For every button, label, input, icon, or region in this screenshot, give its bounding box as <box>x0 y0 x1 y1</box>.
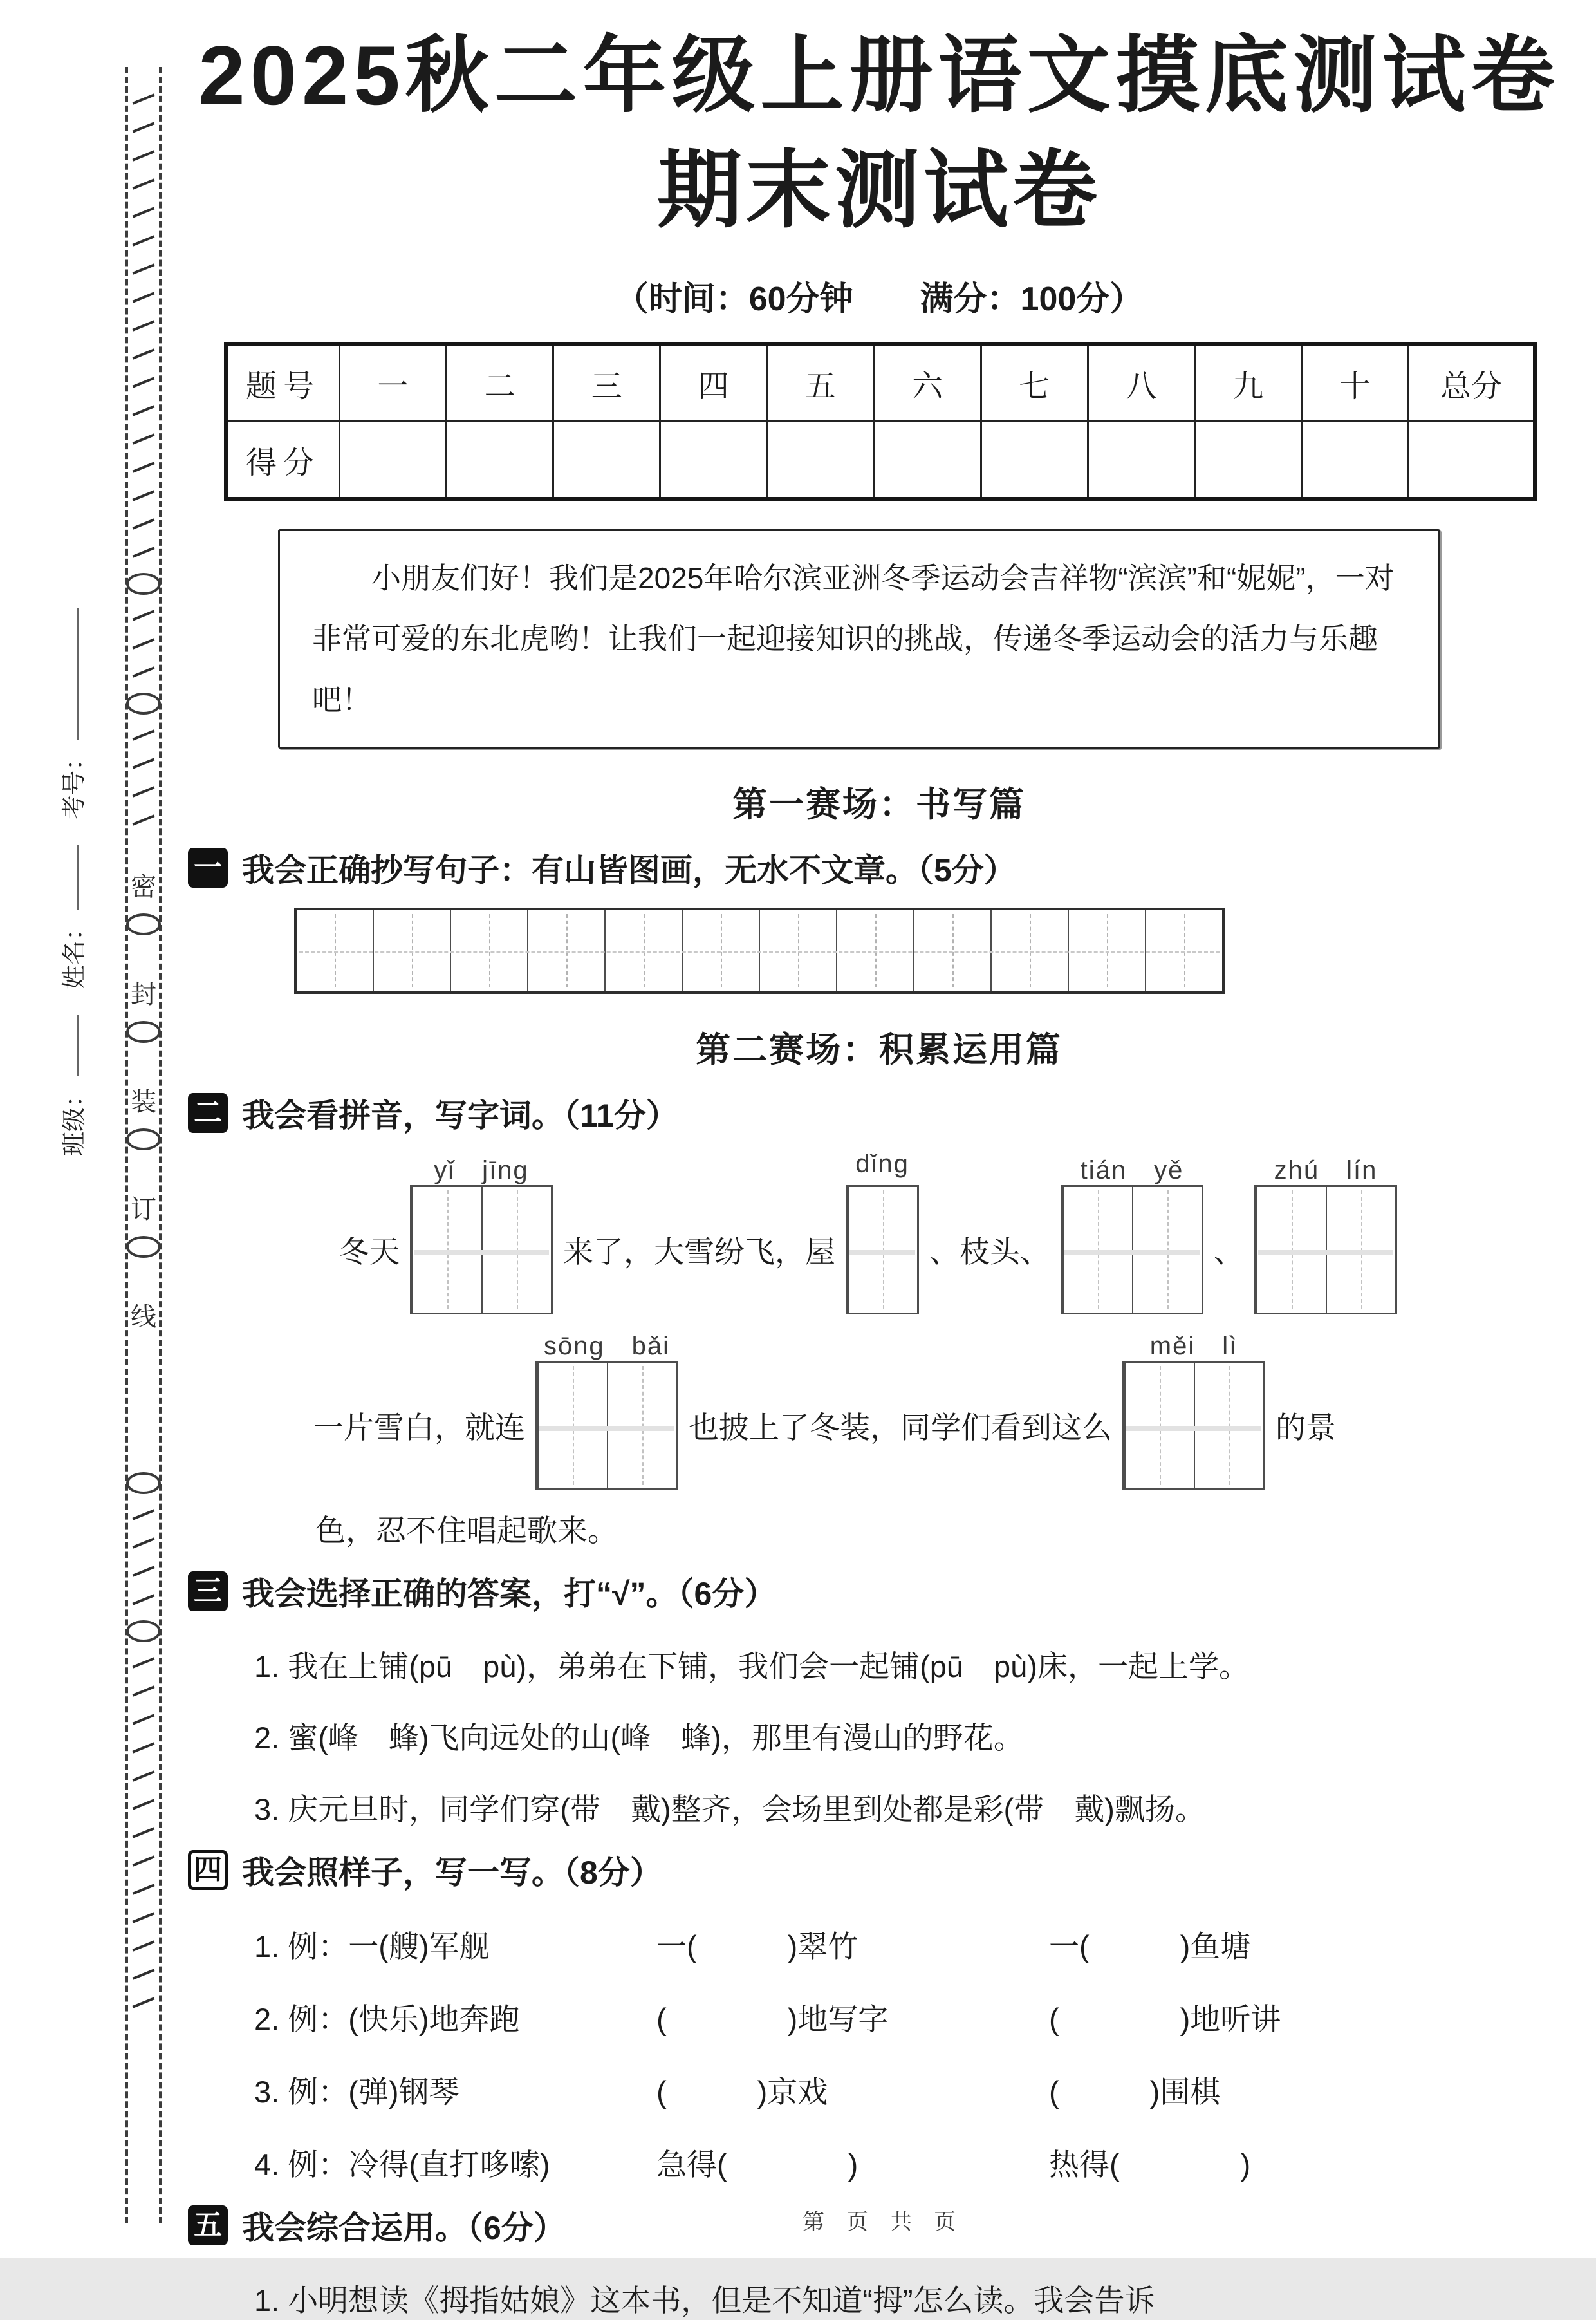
score-column-header: 七 <box>981 344 1088 422</box>
slash-mark <box>133 518 155 529</box>
slash-mark <box>133 1997 155 2008</box>
pinyin-answer-boxes <box>535 1332 678 1490</box>
slash-mark <box>133 729 155 740</box>
question-item: 2. 蜜(峰 蜂)飞向远处的山(峰 蜂)，那里有漫山的野花。 <box>254 1721 1024 1755</box>
q5-text: 我会综合运用。（6分） <box>242 2210 566 2247</box>
copy-cell <box>373 910 450 991</box>
slash-mark <box>133 263 155 274</box>
slash-mark <box>133 1742 155 1753</box>
slash-mark <box>133 1594 155 1605</box>
copy-cell <box>990 910 1068 991</box>
slash-mark <box>133 433 155 444</box>
answer-box-cell <box>848 1187 917 1313</box>
seal-char: 装 <box>131 1088 156 1116</box>
copy-cell <box>527 910 604 991</box>
slash-mark <box>133 1566 155 1576</box>
pinyin-answer-boxes <box>410 1156 553 1314</box>
q1-header <box>188 845 1570 891</box>
page-footer: 第 页 共 页 <box>803 2210 956 2234</box>
copy-cell <box>836 910 913 991</box>
pinyin-label: sōng bǎi <box>543 1332 671 1361</box>
copy-cell <box>297 910 373 991</box>
answer-box-cell <box>412 1187 481 1313</box>
seal-char: 线 <box>131 1303 156 1331</box>
fill-blank-cell: 2. 例：(快乐)地奔跑 <box>254 2002 520 2037</box>
q4-rows <box>188 1923 1570 2184</box>
score-row-titles <box>226 344 1535 422</box>
slash-mark <box>133 490 155 501</box>
seal-char: 订 <box>131 1195 156 1224</box>
slash-mark <box>133 758 155 769</box>
page-title: 2025秋二年级上册语文摸底测试卷 <box>198 28 1560 122</box>
q5-items <box>188 2277 1570 2320</box>
q2-pinyin-row-1 <box>339 1150 1570 1314</box>
slash-mark <box>133 235 155 246</box>
slash-mark <box>133 814 155 825</box>
margin-label: 姓名： <box>61 915 88 989</box>
sentence-text: 、 <box>1214 1235 1244 1269</box>
sentence-text: 的景 <box>1276 1410 1336 1445</box>
slash-mark <box>133 1799 155 1810</box>
question-item: 1. 我在上铺(pū pù)，弟弟在下铺，我们会一起铺(pū pù)床，一起上学。 <box>254 1649 1249 1684</box>
slash-mark <box>133 207 155 218</box>
score-cell-empty <box>1409 422 1536 500</box>
score-column-header: 二 <box>447 344 553 422</box>
answer-box-cell <box>1256 1187 1326 1313</box>
answer-box-cell <box>481 1187 551 1313</box>
score-row-values <box>226 422 1535 500</box>
slash-mark <box>133 1770 155 1781</box>
slash-mark <box>133 638 155 649</box>
score-cell-empty <box>1194 422 1301 500</box>
slash-mark <box>133 1940 155 1951</box>
fill-blank-cell: ( )京戏 <box>656 2075 828 2110</box>
copy-cell <box>1068 910 1145 991</box>
pinyin-label: tián yě <box>1080 1156 1184 1185</box>
q2-text: 我会看拼音，写字词。（11分） <box>242 1098 678 1134</box>
q3-text: 我会选择正确的答案，打“√”。（6分） <box>242 1576 777 1613</box>
pinyin-answer-boxes <box>1254 1156 1397 1314</box>
slash-mark <box>133 320 155 331</box>
slash-mark <box>133 610 155 621</box>
fill-blank-cell: 1. 例：一(艘)军舰 <box>254 1929 490 1964</box>
margin-write-line <box>73 1015 79 1076</box>
notice-box <box>278 529 1440 749</box>
score-column-header: 五 <box>767 344 874 422</box>
fill-blank-row <box>254 2141 1570 2184</box>
page-subtitle: 期末测试卷 <box>657 143 1101 238</box>
slash-mark <box>133 786 155 797</box>
q1-number-badge: 一 <box>188 848 228 888</box>
q3-items <box>188 1643 1570 1829</box>
q2-sentence-end: 色，忍不住唱起歌来。 <box>315 1513 618 1548</box>
score-cell-empty <box>981 422 1088 500</box>
q5-number-badge: 五 <box>188 2205 228 2245</box>
q4-number-badge: 四 <box>188 1850 228 1890</box>
fill-blank-row <box>254 2068 1570 2111</box>
slash-mark <box>133 292 155 303</box>
sentence-text: 冬天 <box>339 1235 400 1269</box>
fill-blank-row <box>254 1996 1570 2039</box>
copy-writing-grid <box>294 908 1225 994</box>
copy-cell <box>450 910 527 991</box>
score-table <box>224 342 1537 501</box>
circle-mark <box>126 1472 161 1494</box>
q3-number-badge: 三 <box>188 1571 228 1611</box>
section-2-title: 第二赛场：积累运用篇 <box>696 1031 1062 1070</box>
slash-mark <box>133 1714 155 1725</box>
slash-mark <box>133 348 155 359</box>
circle-mark <box>126 1128 161 1150</box>
score-cell-empty <box>874 422 981 500</box>
score-column-header: 十 <box>1301 344 1408 422</box>
main-column <box>188 0 1570 2320</box>
seal-strip <box>125 67 162 2223</box>
slash-mark <box>133 1855 155 1866</box>
slash-mark <box>133 405 155 416</box>
pinyin-label: měi lì <box>1149 1332 1238 1361</box>
score-column-header: 六 <box>874 344 981 422</box>
answer-box-cell <box>607 1363 676 1488</box>
seal-char: 密 <box>131 873 156 901</box>
pinyin-answer-boxes <box>846 1150 919 1314</box>
section-1-title: 第一赛场：书写篇 <box>732 785 1026 825</box>
time-score-info: （时间：60分钟 满分：100分） <box>615 281 1144 319</box>
slash-mark <box>133 1912 155 1923</box>
copy-cell <box>913 910 990 991</box>
sentence-text: 也披上了冬装，同学们看到这么 <box>689 1410 1112 1445</box>
slash-mark <box>133 377 155 388</box>
sentence-text: 、枝头、 <box>929 1235 1050 1269</box>
fill-blank-cell: 一( )翠竹 <box>656 1929 858 1964</box>
fill-blank-cell: 4. 例：冷得(直打哆嗦) <box>254 2147 550 2182</box>
slash-mark <box>133 178 155 189</box>
score-cell-empty <box>340 422 447 500</box>
q3-header <box>188 1568 1570 1614</box>
margin-label: 考号： <box>61 745 88 819</box>
pinyin-answer-boxes <box>1122 1332 1265 1490</box>
answer-box-cell <box>1132 1187 1202 1313</box>
slash-mark <box>133 666 155 677</box>
slash-mark <box>133 93 155 104</box>
copy-cell <box>682 910 759 991</box>
q2-header <box>188 1090 1570 1136</box>
circle-mark <box>126 1236 161 1258</box>
score-cell-empty <box>1301 422 1408 500</box>
q4-text: 我会照样子，写一写。（8分） <box>242 1855 662 1891</box>
fill-blank-cell: 3. 例：(弹)钢琴 <box>254 2075 459 2110</box>
slash-mark <box>133 1827 155 1838</box>
score-row2-header: 得分 <box>226 422 340 500</box>
sentence-text: 来了，大雪纷飞，屋 <box>563 1235 835 1269</box>
margin-student-info <box>54 586 95 1160</box>
slash-mark <box>133 1657 155 1668</box>
question-item: 3. 庆元旦时，同学们穿(带 戴)整齐，会场里到处都是彩(带 戴)飘扬。 <box>254 1792 1205 1827</box>
sentence-text: 一片雪白，就连 <box>313 1410 525 1445</box>
answer-box-cell <box>1194 1363 1263 1488</box>
answer-box-cell <box>537 1363 607 1488</box>
score-cell-empty <box>660 422 767 500</box>
fill-blank-cell: 热得( ) <box>1049 2147 1251 2182</box>
slash-mark <box>133 1884 155 1894</box>
score-column-header: 一 <box>340 344 447 422</box>
slash-mark <box>133 1537 155 1548</box>
fill-blank-row <box>254 1923 1570 1966</box>
q1-text: 我会正确抄写句子：有山皆图画，无水不文章。（5分） <box>242 852 1016 889</box>
slash-mark <box>133 462 155 472</box>
seal-char: 封 <box>131 980 156 1009</box>
circle-mark <box>126 1620 161 1642</box>
circle-mark <box>126 573 161 595</box>
copy-cell <box>604 910 682 991</box>
copy-cell <box>1145 910 1222 991</box>
score-cell-empty <box>447 422 553 500</box>
margin-label: 班级： <box>61 1082 88 1156</box>
fill-blank-cell: ( )围棋 <box>1049 2075 1221 2110</box>
margin-write-line <box>73 845 79 910</box>
q2-pinyin-row-2 <box>313 1332 1570 1490</box>
score-column-header: 三 <box>553 344 660 422</box>
score-column-header: 四 <box>660 344 767 422</box>
slash-mark <box>133 122 155 133</box>
score-cell-empty <box>767 422 874 500</box>
pinyin-label: dǐng <box>855 1150 909 1179</box>
fill-blank-cell: 一( )鱼塘 <box>1049 1929 1251 1964</box>
slash-mark <box>133 1685 155 1696</box>
fill-blank-cell: ( )地写字 <box>656 2002 889 2037</box>
q2-number-badge: 二 <box>188 1093 228 1133</box>
answer-box-cell <box>1124 1363 1194 1488</box>
score-cell-empty <box>553 422 660 500</box>
margin-write-line <box>73 608 79 740</box>
circle-mark <box>126 1021 161 1043</box>
copy-cell <box>759 910 836 991</box>
slash-mark <box>133 547 155 557</box>
slash-mark <box>133 1509 155 1520</box>
answer-box-cell <box>1326 1187 1395 1313</box>
fill-blank-cell: ( )地听讲 <box>1049 2002 1281 2037</box>
score-cell-empty <box>1088 422 1194 500</box>
pinyin-label: zhú lín <box>1274 1156 1378 1185</box>
score-row1-header: 题号 <box>226 344 340 422</box>
fill-blank-cell: 急得( ) <box>656 2147 858 2182</box>
circle-mark <box>126 913 161 935</box>
notice-text: 小朋友们好！我们是2025年哈尔滨亚洲冬季运动会吉祥物“滨滨”和“妮妮”，一对非常可爱的东北虎哟！让我们一起迎接知识的挑战，传递冬季运动会的活力与乐趣吧！ <box>312 561 1395 716</box>
score-column-header: 总分 <box>1409 344 1536 422</box>
answer-box-cell <box>1062 1187 1132 1313</box>
slash-mark <box>133 150 155 161</box>
circle-mark <box>126 693 161 715</box>
score-column-header: 九 <box>1194 344 1301 422</box>
pinyin-label: yǐ jīng <box>434 1156 529 1185</box>
score-column-header: 八 <box>1088 344 1194 422</box>
pinyin-answer-boxes <box>1061 1156 1203 1314</box>
q4-header <box>188 1847 1570 1893</box>
question-item: 1. 小明想读《拇指姑娘》这本书，但是不知道“拇”怎么读。我会告诉 <box>254 2283 1155 2318</box>
slash-mark <box>133 1969 155 1979</box>
